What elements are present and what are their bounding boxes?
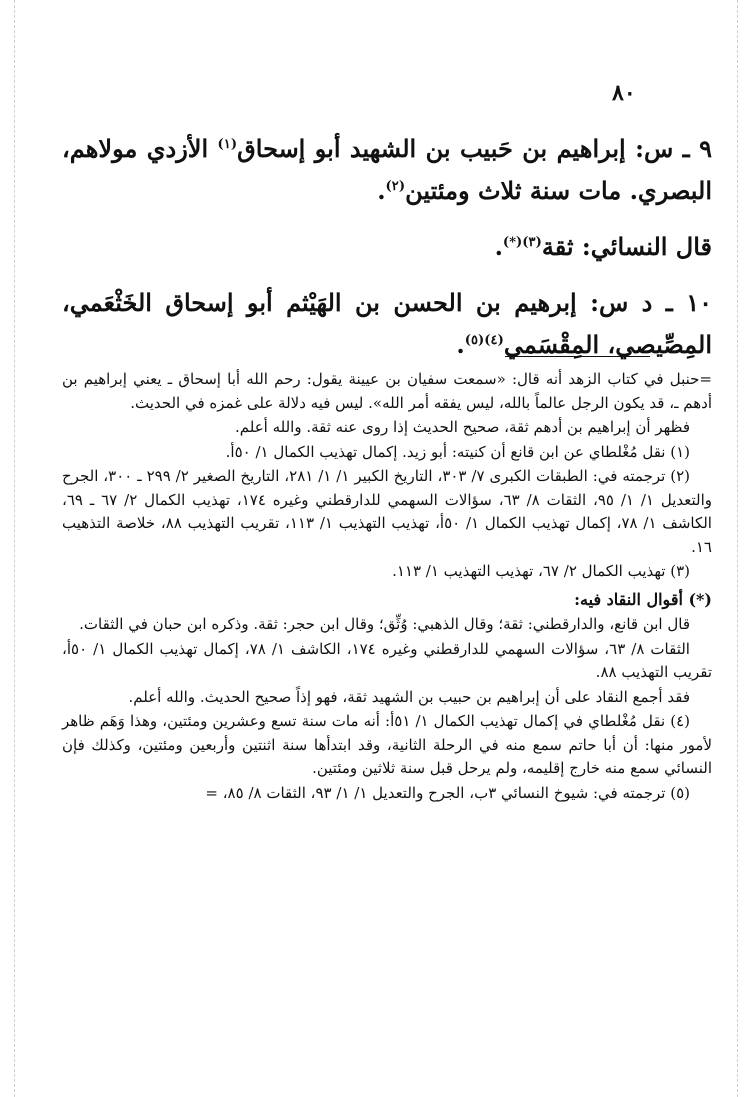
entry-9: ٩ ـ س: إبراهيم بن حَبيب بن الشهيد أبو إسحاق$^{(١)}$ الأزدي مولاهم، البصري. مات سنة ثلاث ومئتين$^{(٢)}$. bbox=[62, 134, 712, 205]
footnote-2: (٢) ترجمته في: الطبقات الكبرى ٧/ ٣٠٣، التاريخ الكبير ١/ ١/ ٢٨١، التاريخ الصغير ٢/ ٢٩٩ ـ ٣٠٠، الجرح والتعديل ١/ ١/ ٩٥، الثقات ٨/ ٦٣، سؤالات السهمي للدارقطني وغيره ١٧٤، تهذيب الكمال ٢/ ٦٧ ـ ٦٩، الكاشف ١/ ٧٨، إكمال تهذيب الكمال ١/ ٥٠أ، تهذيب التهذيب ١/ ١١٣، تقريب التهذيب ٨٨، خلاصة التذهيب ١٦. bbox=[62, 467, 713, 556]
scan-edge-right bbox=[737, 0, 738, 1097]
footnote-5: (٥) ترجمته في: شيوخ النسائي ٣ب، الجرح والتعديل ١/ ١/ ٩٣، الثقات ٨/ ٨٥، = bbox=[205, 783, 690, 802]
entry-9-line1-end: الأزدي مولاهم، البصري. مات سنة ثلاث ومئتين bbox=[62, 134, 712, 205]
page-number: ٨٠ bbox=[612, 80, 636, 106]
footnote-ref-2[interactable]: (٢) bbox=[385, 179, 406, 194]
nasai-verdict: قال النسائي: ثقة$^{(٣)(*)}$. bbox=[494, 232, 712, 261]
footnote-ref-4-5[interactable]: (٤)(٥) bbox=[464, 333, 504, 348]
scan-edge-left bbox=[14, 0, 15, 1097]
footnote-1: (١) نقل مُغْلطاي عن ابن قانع أن كنيته: أبو زيد. إكمال تهذيب الكمال ١/ ٥٠أ. bbox=[225, 442, 690, 461]
footnote-4: (٤) نقل مُغْلطاي في إكمال تهذيب الكمال ١/ ٥١أ: أنه مات سنة تسع وعشرين ومئتين، وهذا وَهَم ظاهر لأمور منها: أن أبا حاتم سمع منه في الرحلة الثانية، وقد ابتدأها سنة اثنتين وأربعين ومئتين، وكذلك فإن النسائي سمع منه خارج إقليمه، ولم يرحل قبل سنة ثلاثين ومئتين. bbox=[62, 712, 712, 777]
footnote-ref-1[interactable]: (١) bbox=[217, 137, 238, 152]
entry-9-line1: ٩ ـ س: إبراهيم بن حَبيب بن الشهيد أبو إسحاق bbox=[237, 134, 712, 163]
footnote-3: (٣) تهذيب الكمال ٢/ ٦٧، تهذيب التهذيب ١/ ١١٣. bbox=[392, 562, 690, 580]
main-text bbox=[62, 128, 712, 366]
footnote-conclusion: فظهر أن إبراهيم بن أدهم ثقة، صحيح الحديث إذا روى عنه ثقة. والله أعلم. bbox=[234, 418, 690, 436]
footnote-continuation: =حنبل في كتاب الزهد أنه قال: «سمعت سفيان بن عيينة يقول: رحم الله أبا إسحاق ـ يعني إبراهيم بن أدهم ـ، قد يكون الرجل عالماً بالله، ليس يفقه أمر الله». ليس فيه دلالة على غمزه في الحديث. bbox=[62, 370, 712, 412]
footnotes bbox=[62, 368, 712, 806]
critics-text: قال ابن قانع، والدارقطني: ثقة؛ وقال الذهبي: وُثِّق؛ وقال ابن حجر: ثقة. وذكره ابن حبان في الثقات. bbox=[79, 615, 690, 633]
footnote-ref-3-star[interactable]: (٣)(*) bbox=[502, 235, 542, 250]
entry-10: ١٠ ـ د س: إبرهيم بن الحسن بن الهَيْثم أبو إسحاق الخَثْعَمي، المِصِّيصي، المِقْسَمي$^{(٤)(٥)}$. bbox=[62, 288, 712, 359]
critics-conclusion: فقد أجمع النقاد على أن إبراهيم بن حبيب بن الشهيد ثقة، فهو إذاً صحيح الحديث. والله أعلم. bbox=[128, 687, 690, 706]
critics-heading: (*) أقوال النقاد فيه: bbox=[574, 589, 712, 609]
footnote-separator bbox=[505, 356, 650, 357]
critics-sources: الثقات ٨/ ٦٣، سؤالات السهمي للدارقطني وغيره ١٧٤، الكاشف ١/ ٧٨، إكمال تهذيب الكمال ١/ ٥٠أ، تقريب التهذيب ٨٨. bbox=[62, 639, 712, 681]
